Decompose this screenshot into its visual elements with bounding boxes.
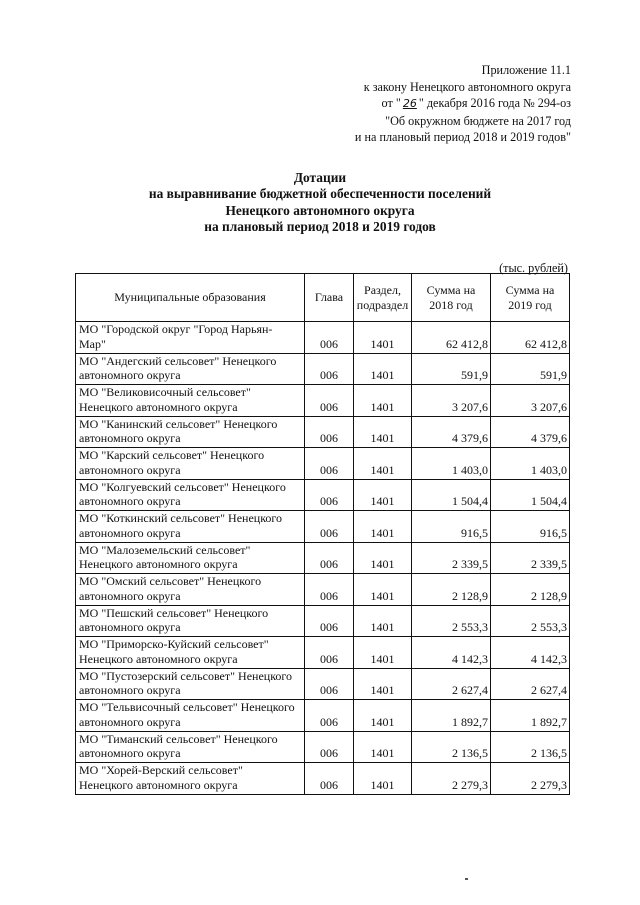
municipality-name-line-1: МО "Тиманский сельсовет" Ненецкого: [79, 731, 278, 746]
municipality-name-line-2: Мар": [79, 336, 106, 351]
attachment-date-suffix: " декабря 2016 года № 294-оз: [418, 96, 571, 111]
attachment-line-4: "Об окружном бюджете на 2017 год: [385, 113, 571, 128]
header-2019-line-1: Сумма на: [505, 282, 555, 297]
municipality-name-line-1: МО "Приморско-Куйский сельсовет": [79, 637, 269, 651]
municipality-name-line-2: автономного округа: [79, 368, 181, 383]
table-row: [76, 448, 570, 480]
table-row: [76, 416, 570, 448]
sum-2018-cell: 4 379,6: [412, 416, 491, 448]
municipality-name-line-2: автономного округа: [79, 683, 181, 698]
document-heading: [0, 170, 640, 236]
section-cell: 1401: [354, 353, 412, 385]
municipality-name-line-1: МО "Андегский сельсовет" Ненецкого: [79, 353, 277, 368]
municipality-name-line-1: МО "Пустозерский сельсовет" Ненецкого: [79, 668, 293, 683]
municipality-name-line-1: МО "Хорей-Верский сельсовет": [79, 763, 243, 777]
municipality-cell: [76, 637, 305, 669]
section-cell: 1401: [354, 479, 412, 511]
municipality-name-line-1: МО "Омский сельсовет" Ненецкого: [79, 574, 262, 588]
table-row: [76, 637, 570, 669]
table-row: [76, 322, 570, 354]
sum-2018-cell: 1 403,0: [412, 448, 491, 480]
municipality-cell: [76, 731, 305, 763]
municipality-name-line-2: автономного округа: [79, 525, 181, 540]
municipality-name-line-1: МО "Малоземельский сельсовет": [79, 542, 251, 557]
header-section-line-2: подраздел: [356, 297, 409, 312]
header-sum-2018: [412, 274, 491, 322]
municipality-name-line-2: автономного округа: [79, 714, 181, 729]
handwritten-day: 26: [402, 97, 417, 111]
municipality-cell: [76, 511, 305, 543]
head-cell: 006: [305, 448, 354, 480]
sum-2018-cell: 2 627,4: [412, 668, 491, 700]
head-cell: 006: [305, 385, 354, 417]
header-2019-line-2: 2019 год: [508, 297, 552, 312]
attachment-line-3: [355, 95, 571, 113]
attachment-date-prefix: от ": [381, 96, 401, 111]
header-municipality: Муниципальные образования: [76, 274, 305, 322]
municipality-name-line-1: МО "Великовисочный сельсовет": [79, 385, 251, 399]
head-cell: 006: [305, 763, 354, 795]
table-row: [76, 668, 570, 700]
heading-line-1: Дотации: [293, 170, 347, 185]
municipality-cell: [76, 574, 305, 606]
table-row: [76, 542, 570, 574]
head-cell: 006: [305, 700, 354, 732]
page-mark: [465, 878, 468, 880]
head-cell: 006: [305, 668, 354, 700]
subsidies-table: [75, 273, 570, 795]
section-cell: 1401: [354, 322, 412, 354]
municipality-cell: [76, 416, 305, 448]
sum-2019-cell: 1 892,7: [491, 700, 570, 732]
sum-2019-cell: 1 403,0: [491, 448, 570, 480]
sum-2019-cell: 3 207,6: [491, 385, 570, 417]
header-2018-line-1: Сумма на: [426, 282, 476, 297]
sum-2018-cell: 1 892,7: [412, 700, 491, 732]
municipality-cell: [76, 448, 305, 480]
sum-2019-cell: 2 128,9: [491, 574, 570, 606]
table-row: [76, 479, 570, 511]
section-cell: 1401: [354, 637, 412, 669]
sum-2018-cell: 3 207,6: [412, 385, 491, 417]
municipality-cell: [76, 322, 305, 354]
header-2018-line-2: 2018 год: [429, 297, 473, 312]
sum-2018-cell: 62 412,8: [412, 322, 491, 354]
heading-line-3: Ненецкого автономного округа: [225, 202, 415, 218]
municipality-name-line-2: автономного округа: [79, 462, 181, 477]
sum-2018-cell: 2 128,9: [412, 574, 491, 606]
attachment-line-5: и на плановый период 2018 и 2019 годов": [354, 130, 571, 145]
head-cell: 006: [305, 574, 354, 606]
sum-2018-cell: 2 339,5: [412, 542, 491, 574]
section-cell: 1401: [354, 731, 412, 763]
table-header-row: [76, 274, 570, 322]
sum-2019-cell: 2 627,4: [491, 668, 570, 700]
municipality-cell: [76, 353, 305, 385]
sum-2019-cell: 1 504,4: [491, 479, 570, 511]
attachment-line-2: к закону Ненецкого автономного округа: [363, 79, 571, 94]
section-cell: 1401: [354, 605, 412, 637]
municipality-cell: [76, 479, 305, 511]
head-cell: 006: [305, 605, 354, 637]
sum-2018-cell: 4 142,3: [412, 637, 491, 669]
table-row: [76, 605, 570, 637]
sum-2019-cell: 2 136,5: [491, 731, 570, 763]
attachment-block: [355, 62, 571, 146]
table-row: [76, 511, 570, 543]
table-row: [76, 731, 570, 763]
sum-2019-cell: 2 553,3: [491, 605, 570, 637]
header-sum-2019: [491, 274, 570, 322]
municipality-name-line-1: МО "Городской округ "Город Нарьян-: [79, 322, 273, 336]
municipality-name-line-2: Ненецкого автономного округа: [79, 557, 238, 572]
section-cell: 1401: [354, 574, 412, 606]
municipality-name-line-2: автономного округа: [79, 588, 181, 603]
municipality-cell: [76, 700, 305, 732]
sum-2018-cell: 2 553,3: [412, 605, 491, 637]
municipality-cell: [76, 385, 305, 417]
head-cell: 006: [305, 731, 354, 763]
sum-2019-cell: 2 279,3: [491, 763, 570, 795]
head-cell: 006: [305, 353, 354, 385]
municipality-name-line-1: МО "Колгуевский сельсовет" Ненецкого: [79, 479, 286, 494]
table-row: [76, 700, 570, 732]
section-cell: 1401: [354, 416, 412, 448]
section-cell: 1401: [354, 448, 412, 480]
section-cell: 1401: [354, 385, 412, 417]
municipality-cell: [76, 668, 305, 700]
section-cell: 1401: [354, 700, 412, 732]
table-row: [76, 353, 570, 385]
municipality-name-line-2: автономного округа: [79, 620, 181, 635]
sum-2019-cell: 591,9: [491, 353, 570, 385]
sum-2018-cell: 2 136,5: [412, 731, 491, 763]
sum-2018-cell: 1 504,4: [412, 479, 491, 511]
section-cell: 1401: [354, 542, 412, 574]
table-row: [76, 763, 570, 795]
municipality-cell: [76, 542, 305, 574]
head-cell: 006: [305, 511, 354, 543]
section-cell: 1401: [354, 511, 412, 543]
heading-line-4: на плановый период 2018 и 2019 годов: [204, 219, 436, 235]
header-section-line-1: Раздел,: [364, 282, 401, 297]
table-row: [76, 385, 570, 417]
sum-2019-cell: 4 379,6: [491, 416, 570, 448]
head-cell: 006: [305, 479, 354, 511]
unit-label: (тыс. рублей): [499, 261, 568, 275]
municipality-name-line-2: автономного округа: [79, 494, 181, 509]
sum-2019-cell: 4 142,3: [491, 637, 570, 669]
sum-2019-cell: 916,5: [491, 511, 570, 543]
municipality-name-line-1: МО "Коткинский сельсовет" Ненецкого: [79, 511, 283, 525]
municipality-name-line-1: МО "Канинский сельсовет" Ненецкого: [79, 416, 278, 431]
municipality-name-line-2: автономного округа: [79, 431, 181, 446]
section-cell: 1401: [354, 668, 412, 700]
heading-line-2: на выравнивание бюджетной обеспеченности поселений: [148, 186, 492, 202]
municipality-name-line-1: МО "Пешский сельсовет" Ненецкого: [79, 605, 269, 620]
header-head: Глава: [305, 274, 354, 322]
municipality-cell: [76, 763, 305, 795]
sum-2018-cell: 2 279,3: [412, 763, 491, 795]
attachment-line-1: Приложение 11.1: [481, 63, 571, 77]
sum-2019-cell: 2 339,5: [491, 542, 570, 574]
municipality-name-line-2: Ненецкого автономного округа: [79, 651, 238, 666]
head-cell: 006: [305, 416, 354, 448]
head-cell: 006: [305, 542, 354, 574]
header-section: [354, 274, 412, 322]
municipality-name-line-2: автономного округа: [79, 746, 181, 761]
sum-2018-cell: 916,5: [412, 511, 491, 543]
municipality-name-line-1: МО "Тельвисочный сельсовет" Ненецкого: [79, 700, 295, 714]
municipality-cell: [76, 605, 305, 637]
head-cell: 006: [305, 637, 354, 669]
table-row: [76, 574, 570, 606]
sum-2019-cell: 62 412,8: [491, 322, 570, 354]
section-cell: 1401: [354, 763, 412, 795]
sum-2018-cell: 591,9: [412, 353, 491, 385]
municipality-name-line-2: Ненецкого автономного округа: [79, 399, 238, 414]
head-cell: 006: [305, 322, 354, 354]
municipality-name-line-1: МО "Карский сельсовет" Ненецкого: [79, 448, 265, 462]
municipality-name-line-2: Ненецкого автономного округа: [79, 777, 238, 792]
